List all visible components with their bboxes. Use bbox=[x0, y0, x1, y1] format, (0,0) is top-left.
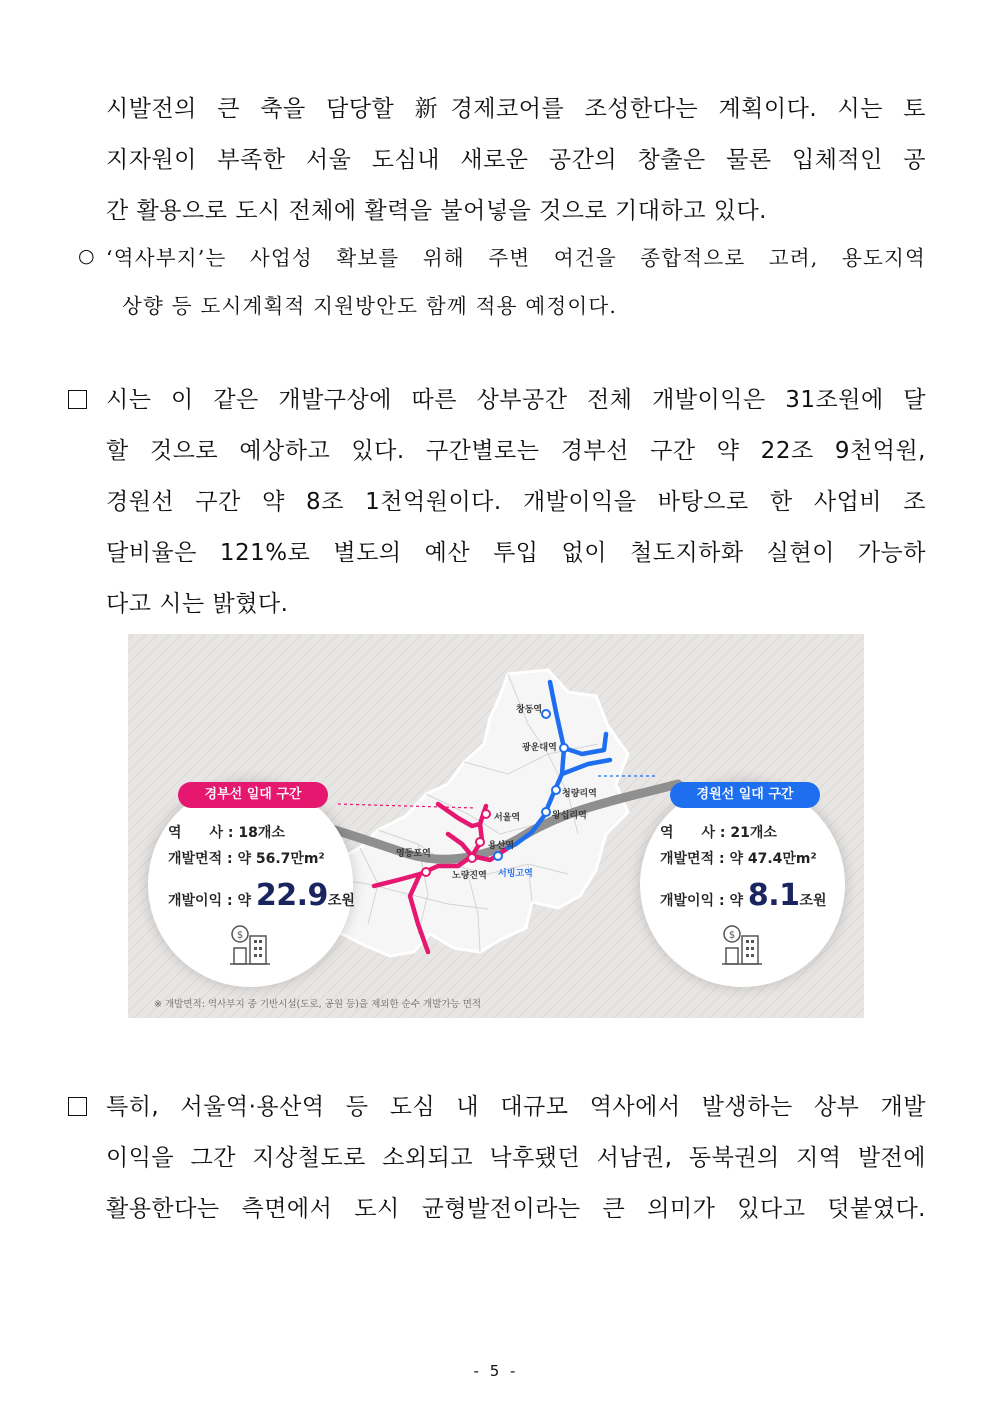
gyeongbu-stations: 역 사 : 18개소 bbox=[168, 825, 285, 841]
sub-bullet-line-2: 상향 등 도시계획적 지원방안도 함께 적용 예정이다. bbox=[122, 294, 618, 318]
paragraph-2-line-3: 경원선 구간 약 8조 1천억원이다. 개발이익을 바탕으로 한 사업비 조 bbox=[106, 489, 926, 515]
station-label-wangsimni: 왕십리역 bbox=[552, 811, 587, 821]
page-number: - 5 - bbox=[473, 1362, 519, 1380]
paragraph-1-line-3: 간 활용으로 도시 전체에 활력을 불어넣을 것으로 기대하고 있다. bbox=[106, 198, 767, 224]
gyeongbu-profit bbox=[168, 878, 355, 913]
paragraph-1-line-1: 시발전의 큰 축을 담당할 新경제코어를 조성한다는 계획이다. 시는 토 bbox=[106, 96, 926, 122]
paragraph-3-line-2: 이익을 그간 지상철도로 소외되고 낙후됐던 서남권, 동북권의 지역 발전에 bbox=[106, 1145, 926, 1171]
station-label-gwangun: 광운대역 bbox=[522, 743, 557, 753]
svg-text:$: $ bbox=[728, 930, 736, 941]
gyeongbu-profit-prefix: 개발이익 : 약 bbox=[168, 893, 251, 909]
gyeongwon-profit-prefix: 개발이익 : 약 bbox=[660, 893, 743, 909]
gyeongbu-title-pill: 경부선 일대 구간 bbox=[178, 782, 328, 808]
gyeongwon-area: 개발면적 : 약 47.4만m² bbox=[660, 851, 817, 867]
paragraph-3-line-1: 특히, 서울역·용산역 등 도심 내 대규모 역사에서 발생하는 상부 개발 bbox=[106, 1094, 926, 1120]
station-label-yongsan: 용산역 bbox=[488, 841, 515, 851]
checkbox-square-icon bbox=[68, 1097, 87, 1116]
paragraph-2-line-1: 시는 이 같은 개발구상에 따른 상부공간 전체 개발이익은 31조원에 달 bbox=[106, 387, 926, 413]
paragraph-1-line-2: 지자원이 부족한 서울 도심내 새로운 공간의 창출은 물론 입체적인 공 bbox=[106, 147, 926, 173]
paragraph-2-line-4: 달비율은 121%로 별도의 예산 투입 없이 철도지하화 실현이 가능하 bbox=[106, 540, 926, 566]
paragraph-3-line-3: 활용한다는 측면에서 도시 균형발전이라는 큰 의미가 있다고 덧붙였다. bbox=[106, 1196, 926, 1222]
gyeongbu-profit-value: 22.9 bbox=[255, 878, 328, 913]
rail-undergrounding-map-figure bbox=[128, 634, 864, 1018]
svg-text:$: $ bbox=[236, 930, 244, 941]
building-money-icon bbox=[720, 924, 764, 968]
figure-footnote: ※ 개발면적: 역사부지 중 기반시설(도로, 공원 등)을 제외한 순수 개발가능 면적 bbox=[154, 999, 482, 1010]
gyeongwon-info-panel bbox=[640, 782, 845, 987]
gyeongwon-profit-value: 8.1 bbox=[747, 878, 800, 913]
station-label-noryangjin: 노량진역 bbox=[452, 871, 487, 881]
checkbox-square-icon bbox=[68, 390, 87, 409]
paragraph-2-line-5: 다고 시는 밝혔다. bbox=[106, 591, 289, 617]
sub-bullet-line-1: ‘역사부지’는 사업성 확보를 위해 주변 여건을 종합적으로 고려, 용도지역 bbox=[106, 246, 926, 270]
station-label-seobinggo: 서빙고역 bbox=[498, 869, 533, 879]
station-label-yeongdeungpo: 영등포역 bbox=[396, 849, 431, 859]
circle-bullet-icon: ○ bbox=[78, 245, 95, 267]
gyeongwon-profit bbox=[660, 878, 827, 913]
station-label-cheongnyangni: 청량리역 bbox=[562, 789, 597, 799]
gyeongbu-profit-unit: 조원 bbox=[327, 893, 355, 909]
gyeongwon-profit-unit: 조원 bbox=[799, 893, 827, 909]
station-label-changdong: 창동역 bbox=[516, 705, 543, 715]
building-money-icon bbox=[228, 924, 272, 968]
paragraph-2-line-2: 할 것으로 예상하고 있다. 구간별로는 경부선 구간 약 22조 9천억원, bbox=[106, 438, 926, 464]
station-label-seoul: 서울역 bbox=[494, 813, 521, 823]
gyeongwon-title-pill: 경원선 일대 구간 bbox=[670, 782, 820, 808]
gyeongbu-info-panel bbox=[148, 782, 353, 987]
gyeongbu-area: 개발면적 : 약 56.7만m² bbox=[168, 851, 325, 867]
gyeongwon-stations: 역 사 : 21개소 bbox=[660, 825, 777, 841]
